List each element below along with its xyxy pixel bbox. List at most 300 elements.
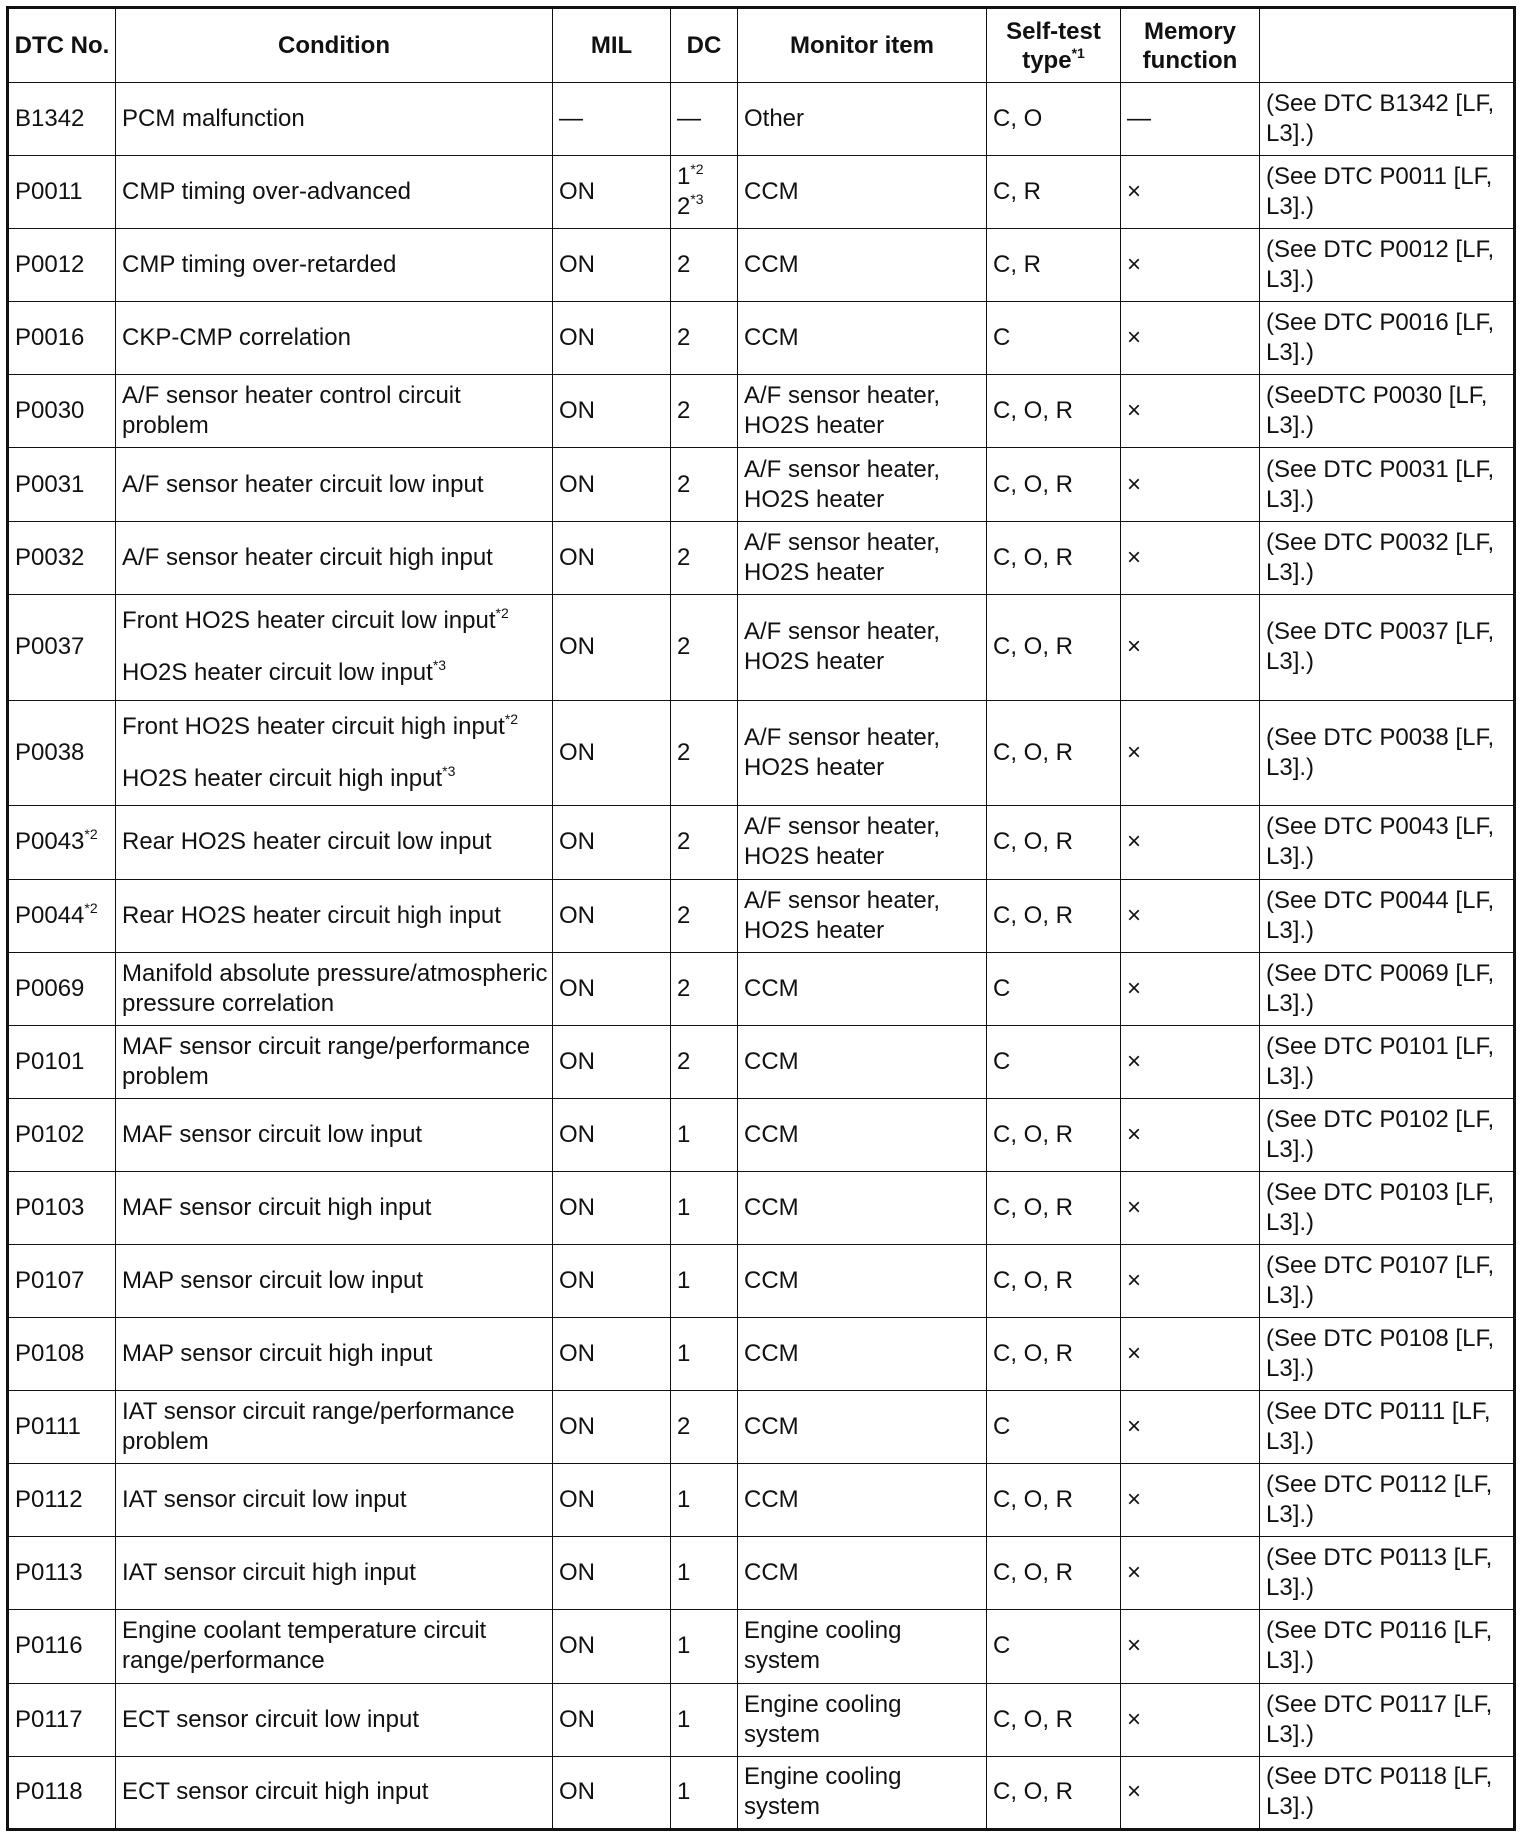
dtc-number-cell	[8, 1756, 116, 1829]
dc-footnote: *2	[690, 161, 704, 178]
dc-cell	[671, 1025, 738, 1098]
condition-cell	[116, 1098, 553, 1171]
condition-text: CMP timing over-advanced	[122, 178, 412, 206]
dc-cell	[671, 1098, 738, 1171]
self-test-type-cell: C, O, R	[987, 1464, 1121, 1537]
condition-line	[122, 753, 548, 805]
reference-cell: (See DTC P0037 [LF, L3].)	[1260, 594, 1515, 700]
dtc-number: P0118	[15, 1778, 83, 1806]
header-self-test-footnote: *1	[1071, 44, 1085, 61]
condition-line	[122, 1485, 548, 1515]
dc-cell	[671, 1244, 738, 1317]
dc-cell	[671, 521, 738, 594]
dc-cell	[671, 1171, 738, 1244]
dtc-number-cell	[8, 806, 116, 879]
dtc-number-cell	[8, 1537, 116, 1610]
mil-cell: ON	[553, 448, 671, 521]
table-row	[8, 448, 1515, 521]
condition-cell	[116, 879, 553, 952]
condition-text: IAT sensor circuit high input	[122, 1559, 416, 1587]
condition-text: PCM malfunction	[122, 105, 305, 133]
dc-value: 1	[677, 1632, 691, 1660]
reference-cell: (See DTC P0016 [LF, L3].)	[1260, 302, 1515, 375]
self-test-type-cell: C	[987, 1025, 1121, 1098]
table-row	[8, 700, 1515, 806]
mil-cell: ON	[553, 806, 671, 879]
dtc-number-cell	[8, 1025, 116, 1098]
condition-cell	[116, 1756, 553, 1829]
dc-cell	[671, 1537, 738, 1610]
monitor-item-cell: CCM	[738, 952, 987, 1025]
condition-cell	[116, 156, 553, 229]
condition-text: MAF sensor circuit range/performance problem	[122, 1032, 531, 1090]
dtc-number: P0037	[15, 633, 85, 661]
table-row	[8, 952, 1515, 1025]
self-test-type-cell: C	[987, 952, 1121, 1025]
condition-cell	[116, 83, 553, 156]
dc-cell	[671, 700, 738, 806]
memory-function-cell: ×	[1121, 448, 1260, 521]
condition-text: Rear HO2S heater circuit high input	[122, 901, 501, 929]
memory-function-cell: ×	[1121, 229, 1260, 302]
condition-line	[122, 1558, 548, 1588]
mil-cell: ON	[553, 952, 671, 1025]
reference-cell: (SeeDTC P0030 [LF, L3].)	[1260, 375, 1515, 448]
dc-value: —	[677, 105, 701, 133]
monitor-item-cell: A/F sensor heater, HO2S heater	[738, 521, 987, 594]
monitor-item-cell: A/F sensor heater, HO2S heater	[738, 700, 987, 806]
dc-value: 2	[677, 543, 691, 571]
reference-cell: (See DTC P0108 [LF, L3].)	[1260, 1318, 1515, 1391]
dc-value: 2	[677, 1047, 691, 1075]
dtc-number-cell	[8, 1171, 116, 1244]
monitor-item-cell: CCM	[738, 1464, 987, 1537]
memory-function-cell: ×	[1121, 879, 1260, 952]
table-row	[8, 1318, 1515, 1391]
dtc-number: P0103	[15, 1193, 85, 1221]
dc-value: 2	[677, 1413, 691, 1441]
table-row	[8, 1171, 1515, 1244]
memory-function-cell: ×	[1121, 1098, 1260, 1171]
header-memory-function: Memory function	[1121, 8, 1260, 83]
condition-line	[122, 250, 548, 280]
table-row	[8, 521, 1515, 594]
condition-text: CMP timing over-retarded	[122, 251, 397, 279]
monitor-item-cell: CCM	[738, 1318, 987, 1391]
reference-cell: (See DTC P0107 [LF, L3].)	[1260, 1244, 1515, 1317]
dtc-number: P0069	[15, 974, 85, 1002]
header-condition: Condition	[116, 8, 553, 83]
dtc-number: P0044	[15, 901, 85, 929]
dc-value: 2	[677, 901, 691, 929]
self-test-type-cell: C	[987, 1391, 1121, 1464]
condition-text: A/F sensor heater circuit low input	[122, 470, 484, 498]
dc-cell	[671, 1756, 738, 1829]
condition-text: A/F sensor heater circuit high input	[122, 543, 493, 571]
dtc-number: P0112	[15, 1486, 83, 1514]
memory-function-cell: ×	[1121, 1025, 1260, 1098]
table-row	[8, 1537, 1515, 1610]
dtc-number-cell	[8, 1244, 116, 1317]
dtc-number-cell	[8, 1391, 116, 1464]
reference-cell: (See DTC P0117 [LF, L3].)	[1260, 1683, 1515, 1756]
dc-value: 2	[677, 828, 691, 856]
condition-line	[122, 647, 548, 699]
mil-cell: ON	[553, 156, 671, 229]
dtc-number-cell	[8, 1610, 116, 1683]
condition-cell	[116, 1683, 553, 1756]
self-test-type-cell: C, O, R	[987, 448, 1121, 521]
reference-cell: (See DTC P0113 [LF, L3].)	[1260, 1537, 1515, 1610]
table-row	[8, 1610, 1515, 1683]
header-dtc-no: DTC No.	[8, 8, 116, 83]
condition-cell	[116, 1391, 553, 1464]
reference-cell: (See DTC P0112 [LF, L3].)	[1260, 1464, 1515, 1537]
dc-cell	[671, 1391, 738, 1464]
condition-text: MAP sensor circuit high input	[122, 1340, 433, 1368]
dc-value: 2	[677, 738, 691, 766]
condition-footnote: *3	[432, 657, 447, 674]
dc-cell	[671, 1610, 738, 1683]
condition-cell	[116, 1464, 553, 1537]
dc-value: 1	[677, 1120, 691, 1148]
dtc-number: P0011	[15, 178, 83, 206]
monitor-item-cell: CCM	[738, 1098, 987, 1171]
dc-value: 2	[677, 193, 691, 221]
monitor-item-cell: CCM	[738, 302, 987, 375]
dc-cell	[671, 1318, 738, 1391]
dc-cell	[671, 952, 738, 1025]
condition-line	[122, 1777, 548, 1807]
memory-function-cell: ×	[1121, 1537, 1260, 1610]
monitor-item-cell: CCM	[738, 1025, 987, 1098]
self-test-type-cell: C, O, R	[987, 1318, 1121, 1391]
mil-cell: ON	[553, 1756, 671, 1829]
condition-line	[122, 827, 548, 857]
monitor-item-cell: A/F sensor heater, HO2S heater	[738, 594, 987, 700]
dc-value: 1	[677, 163, 691, 191]
condition-cell	[116, 1610, 553, 1683]
condition-line	[122, 381, 548, 441]
self-test-type-cell: C, O, R	[987, 1171, 1121, 1244]
monitor-item-cell: A/F sensor heater, HO2S heater	[738, 879, 987, 952]
mil-cell: ON	[553, 302, 671, 375]
condition-cell	[116, 229, 553, 302]
memory-function-cell: ×	[1121, 1610, 1260, 1683]
dtc-number-cell	[8, 302, 116, 375]
reference-cell: (See DTC P0011 [LF, L3].)	[1260, 156, 1515, 229]
memory-function-cell: ×	[1121, 1244, 1260, 1317]
condition-text: MAF sensor circuit low input	[122, 1120, 423, 1148]
dc-line	[677, 192, 733, 222]
dtc-number: P0116	[15, 1632, 83, 1660]
condition-cell	[116, 448, 553, 521]
mil-cell: ON	[553, 700, 671, 806]
condition-line	[122, 1397, 548, 1457]
memory-function-cell: ×	[1121, 375, 1260, 448]
self-test-type-cell: C, O, R	[987, 521, 1121, 594]
monitor-item-cell: CCM	[738, 1244, 987, 1317]
dtc-footnote: *2	[84, 826, 98, 843]
condition-text: HO2S heater circuit high input	[122, 764, 443, 792]
mil-cell: ON	[553, 521, 671, 594]
dtc-number: P0016	[15, 324, 85, 352]
dtc-number-cell	[8, 1683, 116, 1756]
condition-text: IAT sensor circuit low input	[122, 1486, 407, 1514]
memory-function-cell: ×	[1121, 156, 1260, 229]
condition-line	[122, 1705, 548, 1735]
header-reference	[1260, 8, 1515, 83]
table-row	[8, 83, 1515, 156]
reference-cell: (See DTC P0043 [LF, L3].)	[1260, 806, 1515, 879]
self-test-type-cell: C, O, R	[987, 375, 1121, 448]
memory-function-cell: ×	[1121, 952, 1260, 1025]
self-test-type-cell: C, O, R	[987, 1537, 1121, 1610]
mil-cell: —	[553, 83, 671, 156]
table-row	[8, 229, 1515, 302]
table-row	[8, 1683, 1515, 1756]
dtc-number-cell	[8, 700, 116, 806]
condition-cell	[116, 594, 553, 700]
dc-line	[677, 162, 733, 192]
condition-line	[122, 104, 548, 134]
condition-line	[122, 959, 548, 1019]
condition-text: Front HO2S heater circuit high input	[122, 712, 505, 740]
condition-cell	[116, 1318, 553, 1391]
condition-cell	[116, 1171, 553, 1244]
reference-cell: (See DTC P0044 [LF, L3].)	[1260, 879, 1515, 952]
dc-value: 1	[677, 1486, 691, 1514]
dtc-number-cell	[8, 229, 116, 302]
dc-cell	[671, 448, 738, 521]
dc-value: 1	[677, 1705, 691, 1733]
dc-cell	[671, 156, 738, 229]
dc-footnote: *3	[690, 191, 704, 208]
dc-value: 2	[677, 251, 691, 279]
condition-cell	[116, 1025, 553, 1098]
mil-cell: ON	[553, 1464, 671, 1537]
condition-line	[122, 323, 548, 353]
self-test-type-cell: C	[987, 1610, 1121, 1683]
condition-footnote: *2	[504, 710, 519, 727]
condition-line	[122, 1032, 548, 1092]
memory-function-cell: ×	[1121, 594, 1260, 700]
header-row	[8, 8, 1515, 83]
dtc-number: P0031	[15, 470, 85, 498]
mil-cell: ON	[553, 1171, 671, 1244]
dc-value: 2	[677, 633, 691, 661]
condition-cell	[116, 806, 553, 879]
dc-cell	[671, 375, 738, 448]
condition-text: IAT sensor circuit range/performance problem	[122, 1398, 515, 1456]
table-row	[8, 1756, 1515, 1829]
condition-text: ECT sensor circuit high input	[122, 1778, 429, 1806]
condition-footnote: *2	[495, 605, 509, 622]
condition-line	[122, 701, 548, 753]
dc-value: 1	[677, 1778, 691, 1806]
condition-line	[122, 470, 548, 500]
memory-function-cell: ×	[1121, 302, 1260, 375]
monitor-item-cell: Engine cooling system	[738, 1756, 987, 1829]
condition-line	[122, 1616, 548, 1676]
monitor-item-cell: CCM	[738, 229, 987, 302]
table-row	[8, 156, 1515, 229]
header-self-test-type	[987, 8, 1121, 83]
monitor-item-cell: Engine cooling system	[738, 1610, 987, 1683]
dtc-number-cell	[8, 521, 116, 594]
dc-cell	[671, 302, 738, 375]
dtc-number: P0111	[15, 1413, 81, 1441]
dtc-number-cell	[8, 594, 116, 700]
mil-cell: ON	[553, 879, 671, 952]
dc-cell	[671, 1683, 738, 1756]
dc-value: 2	[677, 397, 691, 425]
self-test-type-cell: C, O, R	[987, 1098, 1121, 1171]
self-test-type-cell: C, O, R	[987, 879, 1121, 952]
table-row	[8, 594, 1515, 700]
dc-cell	[671, 229, 738, 302]
dc-value: 2	[677, 974, 691, 1002]
mil-cell: ON	[553, 1098, 671, 1171]
table-row	[8, 302, 1515, 375]
self-test-type-cell: C, O	[987, 83, 1121, 156]
dtc-number-cell	[8, 1098, 116, 1171]
condition-cell	[116, 521, 553, 594]
dtc-number: P0043	[15, 828, 85, 856]
monitor-item-cell: CCM	[738, 1391, 987, 1464]
table-row	[8, 1391, 1515, 1464]
condition-line	[122, 1339, 548, 1369]
condition-line	[122, 177, 548, 207]
reference-cell: (See DTC P0102 [LF, L3].)	[1260, 1098, 1515, 1171]
condition-cell	[116, 1537, 553, 1610]
dc-value: 1	[677, 1193, 691, 1221]
reference-cell: (See DTC P0038 [LF, L3].)	[1260, 700, 1515, 806]
dtc-number: P0113	[15, 1559, 83, 1587]
header-self-test-type-label: Self-test type	[1006, 17, 1101, 74]
memory-function-cell: ×	[1121, 700, 1260, 806]
memory-function-cell: ×	[1121, 1464, 1260, 1537]
dc-cell	[671, 879, 738, 952]
mil-cell: ON	[553, 1683, 671, 1756]
dc-value: 1	[677, 1267, 691, 1295]
table-row	[8, 1025, 1515, 1098]
condition-line	[122, 595, 548, 647]
reference-cell: (See DTC P0031 [LF, L3].)	[1260, 448, 1515, 521]
dtc-number: B1342	[15, 105, 85, 133]
dc-cell	[671, 806, 738, 879]
header-monitor-item: Monitor item	[738, 8, 987, 83]
mil-cell: ON	[553, 375, 671, 448]
memory-function-cell: ×	[1121, 1171, 1260, 1244]
reference-cell: (See DTC P0116 [LF, L3].)	[1260, 1610, 1515, 1683]
reference-cell: (See DTC B1342 [LF, L3].)	[1260, 83, 1515, 156]
memory-function-cell: —	[1121, 83, 1260, 156]
condition-text: CKP-CMP correlation	[122, 324, 351, 352]
self-test-type-cell: C, O, R	[987, 594, 1121, 700]
memory-function-cell: ×	[1121, 1756, 1260, 1829]
dtc-number-cell	[8, 83, 116, 156]
dtc-number: P0101	[15, 1047, 85, 1075]
dtc-number: P0032	[15, 543, 85, 571]
dtc-footnote: *2	[84, 899, 98, 916]
reference-cell: (See DTC P0069 [LF, L3].)	[1260, 952, 1515, 1025]
reference-cell: (See DTC P0032 [LF, L3].)	[1260, 521, 1515, 594]
monitor-item-cell: CCM	[738, 156, 987, 229]
condition-cell	[116, 302, 553, 375]
mil-cell: ON	[553, 229, 671, 302]
mil-cell: ON	[553, 1244, 671, 1317]
dtc-number-cell	[8, 156, 116, 229]
dtc-number: P0108	[15, 1340, 85, 1368]
dtc-number: P0038	[15, 738, 85, 766]
condition-cell	[116, 375, 553, 448]
dtc-number-cell	[8, 375, 116, 448]
memory-function-cell: ×	[1121, 1391, 1260, 1464]
condition-line	[122, 543, 548, 573]
dc-cell	[671, 1464, 738, 1537]
condition-text: A/F sensor heater control circuit problem	[122, 382, 461, 440]
table-row	[8, 1464, 1515, 1537]
dc-cell	[671, 83, 738, 156]
reference-cell: (See DTC P0103 [LF, L3].)	[1260, 1171, 1515, 1244]
header-dc: DC	[671, 8, 738, 83]
self-test-type-cell: C, O, R	[987, 1756, 1121, 1829]
dtc-number: P0030	[15, 397, 85, 425]
memory-function-cell: ×	[1121, 806, 1260, 879]
dtc-number-cell	[8, 952, 116, 1025]
header-mil: MIL	[553, 8, 671, 83]
dc-cell	[671, 594, 738, 700]
condition-line	[122, 1120, 548, 1150]
self-test-type-cell: C, O, R	[987, 806, 1121, 879]
dtc-number-cell	[8, 879, 116, 952]
dc-value: 2	[677, 470, 691, 498]
monitor-item-cell: Engine cooling system	[738, 1683, 987, 1756]
condition-line	[122, 901, 548, 931]
mil-cell: ON	[553, 1537, 671, 1610]
table-row	[8, 806, 1515, 879]
condition-cell	[116, 1244, 553, 1317]
monitor-item-cell: CCM	[738, 1537, 987, 1610]
condition-footnote: *3	[442, 762, 456, 779]
condition-line	[122, 1193, 548, 1223]
monitor-item-cell: A/F sensor heater, HO2S heater	[738, 375, 987, 448]
dc-value: 1	[677, 1340, 691, 1368]
dtc-number: P0012	[15, 251, 85, 279]
dtc-number: P0102	[15, 1120, 85, 1148]
condition-text: ECT sensor circuit low input	[122, 1705, 419, 1733]
condition-cell	[116, 700, 553, 806]
table-row	[8, 1244, 1515, 1317]
reference-cell: (See DTC P0101 [LF, L3].)	[1260, 1025, 1515, 1098]
condition-line	[122, 1266, 548, 1296]
monitor-item-cell: A/F sensor heater, HO2S heater	[738, 806, 987, 879]
self-test-type-cell: C, O, R	[987, 1683, 1121, 1756]
memory-function-cell: ×	[1121, 1318, 1260, 1391]
reference-cell: (See DTC P0111 [LF, L3].)	[1260, 1391, 1515, 1464]
mil-cell: ON	[553, 594, 671, 700]
memory-function-cell: ×	[1121, 521, 1260, 594]
self-test-type-cell: C	[987, 302, 1121, 375]
condition-text: Engine coolant temperature circuit range/performance	[122, 1617, 487, 1675]
dtc-number-cell	[8, 448, 116, 521]
condition-text: Front HO2S heater circuit low input	[122, 607, 496, 635]
mil-cell: ON	[553, 1610, 671, 1683]
condition-text: MAF sensor circuit high input	[122, 1193, 432, 1221]
monitor-item-cell: CCM	[738, 1171, 987, 1244]
dtc-number-cell	[8, 1318, 116, 1391]
